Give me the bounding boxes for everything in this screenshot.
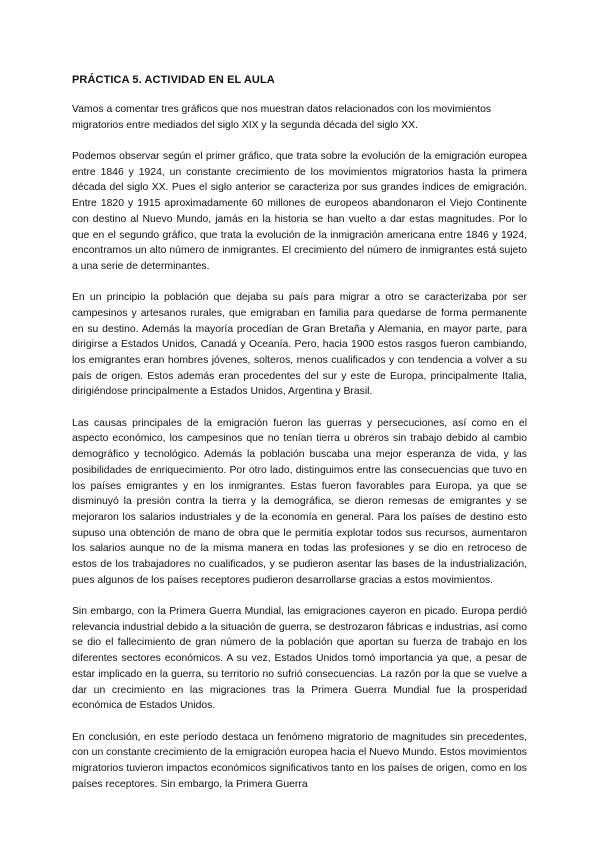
paragraph-first-graph: Podemos observar según el primer gráfico, que trata sobre la evolución de la emigración europea entre 1846 y 1924, un constante crecimiento de los movimientos migratorios hasta la primera década del siglo XX. Pues el siglo anterior se caracteriza por sus grandes índices de emigración. Entre 1820 y 1915 aproximadamente 60 millones de europeos abandonaron el Viejo Continente con destino al Nuevo Mundo, jamás en la historia se han vuelto a dar estas magnitudes. Por lo que en el segundo gráfico, que trata la evolución de la inmigración americana entre 1846 y 1924, encontramos un alto número de inmigrantes. El crecimiento del número de inmigrantes está sujeto a una serie de determinantes. xyxy=(72,151,527,272)
paragraph-world-war: Sin embargo, con la Primera Guerra Mundial, las emigraciones cayeron en picado. Europa perdió relevancia industrial debido a la situación de guerra, se destrozaron fábricas e industrias, así como se dio el fallecimiento de gran número de la población que aportan su fuerza de trabajo en los diferentes sectores económicos. A su vez, Estados Unidos tomó importancia ya que, a pesar de estar implicado en la guerra, su territorio no sufrió consecuencias. La razón por la que se vuelve a dar un crecimiento en las migraciones tras la Primera Guerra Mundial fue la prosperidad económica de Estados Unidos. xyxy=(72,606,527,712)
paragraph-conclusion: En conclusión, en este período destaca un fenómeno migratorio de magnitudes sin precedentes, con un constante crecimiento de la emigración europea hacia el Nuevo Mundo. Estos movimientos migratorios tuvieron impactos económicos significativos tanto en los países de origen, como en los países receptores. Sin embargo, la Primera Guerra xyxy=(72,731,527,790)
paragraph-causes-consequences: Las causas principales de la emigración fueron las guerras y persecuciones, así como en el aspecto económico, los campesinos que no tenían tierra u obreros sin trabajo debido al cambio demográfico y tecnológico. Además la población buscaba una mejor esperanza de vida, y las posibilidades de enriquecimiento. Por otro lado, distinguimos entre las consecuencias que tuvo en los países emigrantes y en los inmigrantes. Estas fueron favorables para Europa, ya que se disminuyó la presión contra la tierra y la demográfica, se dieron remesas de emigrantes y se mejoraron los salarios industriales y de la economía en general. Para los países de destino esto supuso una obtención de mano de obra que le permitía explotar todos sus recursos, aumentaron los salarios aunque no de la misma manera en todas las profesiones y se dio en retroceso de estos de los trabajadores no cualificados, y se pudieron asentar las bases de la industrialización, pues algunos de los países receptores pudieron desarrollarse gracias a estos movimientos. xyxy=(72,417,527,586)
document-page xyxy=(72,72,527,808)
page-title: PRÁCTICA 5. ACTIVIDAD EN EL AULA xyxy=(72,74,275,86)
paragraph-intro: Vamos a comentar tres gráficos que nos muestran datos relacionados con los movimientos migratorios entre mediados del siglo XIX y la segunda década del siglo XX. xyxy=(72,104,492,131)
paragraph-population-profile: En un principio la población que dejaba su país para migrar a otro se caracterizaba por ser campesinos y artesanos rurales, que emigraban en familia para quedarse de forma permanente en su destino. Además la mayoría procedían de Gran Bretaña y Alemania, en mayor parte, para dirigirse a Estados Unidos, Canadá y Oceanía. Pero, hacia 1900 estos rasgos fueron cambiando, los emigrantes eran hombres jóvenes, solteros, menos cualificados y con tendencia a volver a su país de origen. Estos además eran procedentes del sur y este de Europa, principalmente Italia, dirigiéndose principalmente a Estados Unidos, Argentina y Brasil. xyxy=(72,292,527,398)
